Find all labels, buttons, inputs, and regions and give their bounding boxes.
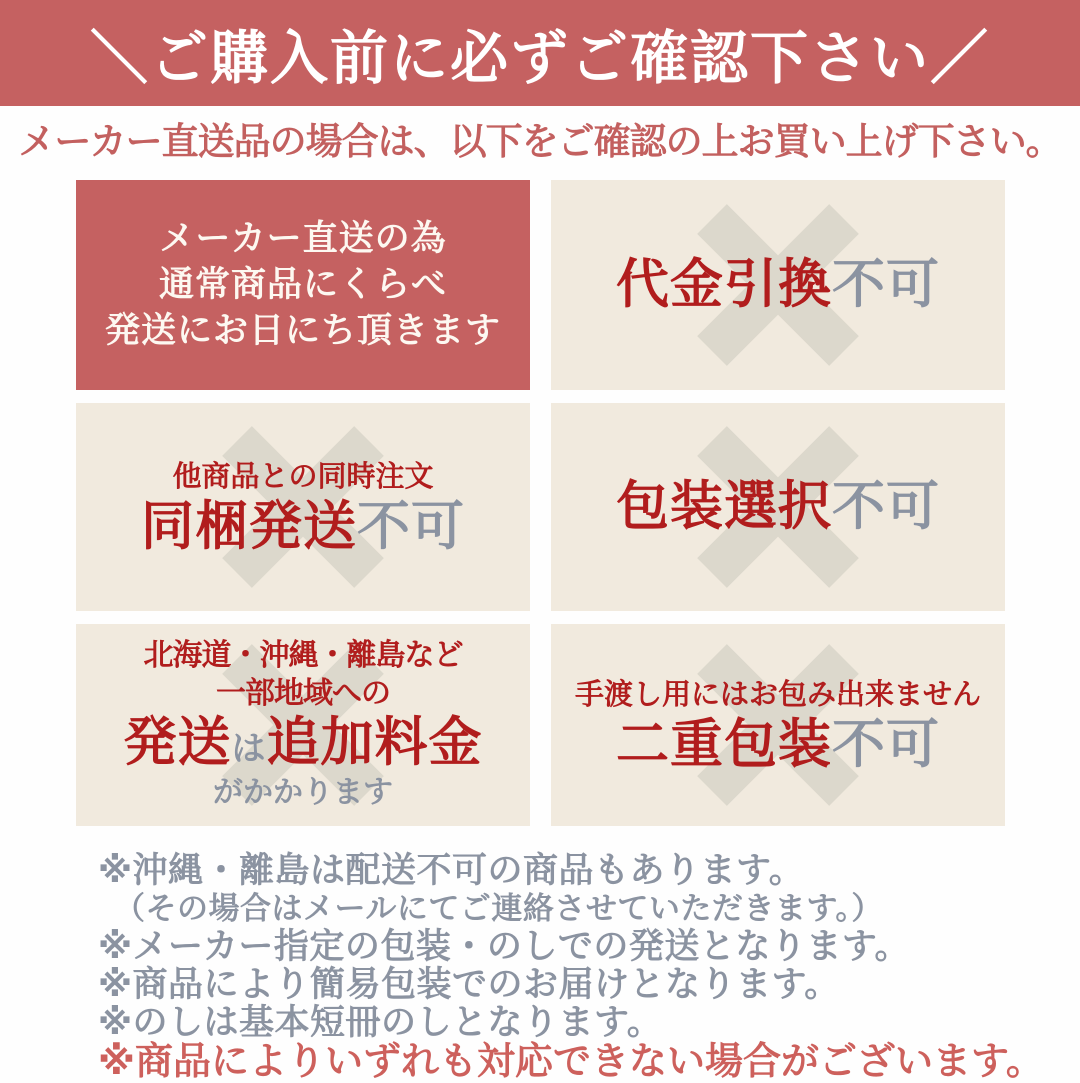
- bundle-main: [141, 497, 465, 558]
- footnotes: [0, 852, 1080, 1082]
- wrap-select-box: [551, 403, 1005, 611]
- page-title: ＼ご購入前に必ずご確認下さい／: [89, 26, 990, 91]
- remote-fee-box: [76, 624, 530, 826]
- cod-not-available: 不可: [832, 254, 940, 314]
- cod-label: 代金引換: [616, 254, 832, 314]
- note-simple-wrapping: ※商品により簡易包装でのお届けとなります。: [98, 965, 840, 1004]
- double-wrap-label: 二重包装: [615, 714, 832, 774]
- remote-fee-sub1: 北海道・沖縄・離島など: [143, 638, 463, 672]
- note-maker-wrapping: ※メーカー指定の包装・のしでの発送となります。: [98, 927, 911, 966]
- remote-fee-text: [124, 637, 483, 814]
- cod-box: [551, 180, 1005, 390]
- direct-ship-box: [76, 180, 530, 390]
- double-wrap-not-available: 不可: [831, 714, 940, 774]
- wrap-select-text: [616, 477, 940, 538]
- wrap-select-label: 包装選択: [616, 476, 832, 536]
- remote-fee-sub2: 一部地域への: [216, 676, 390, 710]
- header-banner: [0, 0, 1080, 106]
- cod-text: [616, 255, 940, 316]
- conditions-grid: [76, 180, 1005, 826]
- wrap-select-not-available: 不可: [832, 476, 940, 536]
- bundle-text: [141, 457, 465, 558]
- note-no-support: ※商品によりいずれも対応できない場合がございます。: [98, 1041, 1044, 1083]
- note-email-contact: （その場合はメールにてご連絡させていただきます。）: [114, 891, 883, 926]
- double-wrap-text: [575, 675, 981, 776]
- note-okinawa: ※沖縄・離島は配送不可の商品もあります。: [98, 851, 805, 890]
- subtitle: [0, 116, 1080, 168]
- double-wrap-sub: 手渡し用にはお包み出来ません: [574, 678, 981, 711]
- direct-ship-text: [105, 216, 501, 354]
- double-wrap-main: [575, 715, 981, 776]
- bundle-not-available: 不可: [357, 496, 465, 556]
- bundle-sub: 他商品との同時注文: [172, 460, 434, 493]
- remote-fee-shipping: 発送: [123, 712, 232, 772]
- bundle-label: 同梱発送: [141, 496, 357, 556]
- remote-fee-extra: 追加料金: [266, 712, 483, 772]
- remote-fee-particle: は: [231, 729, 267, 768]
- note-noshi: ※のしは基本短冊のしとなります。: [98, 1003, 663, 1042]
- direct-ship-line2: 通常商品にくらべ: [158, 265, 447, 304]
- subtitle-text: メーカー直送品の場合は、以下をご確認の上お買い上げ下さい。: [18, 121, 1062, 162]
- bundle-box: [76, 403, 530, 611]
- direct-ship-line1: メーカー直送の為: [159, 219, 447, 258]
- direct-ship-line3: 発送にお日にち頂きます: [104, 311, 501, 350]
- double-wrap-box: [551, 624, 1005, 826]
- remote-fee-sub3: がかかります: [213, 776, 393, 810]
- remote-fee-main: [124, 713, 483, 774]
